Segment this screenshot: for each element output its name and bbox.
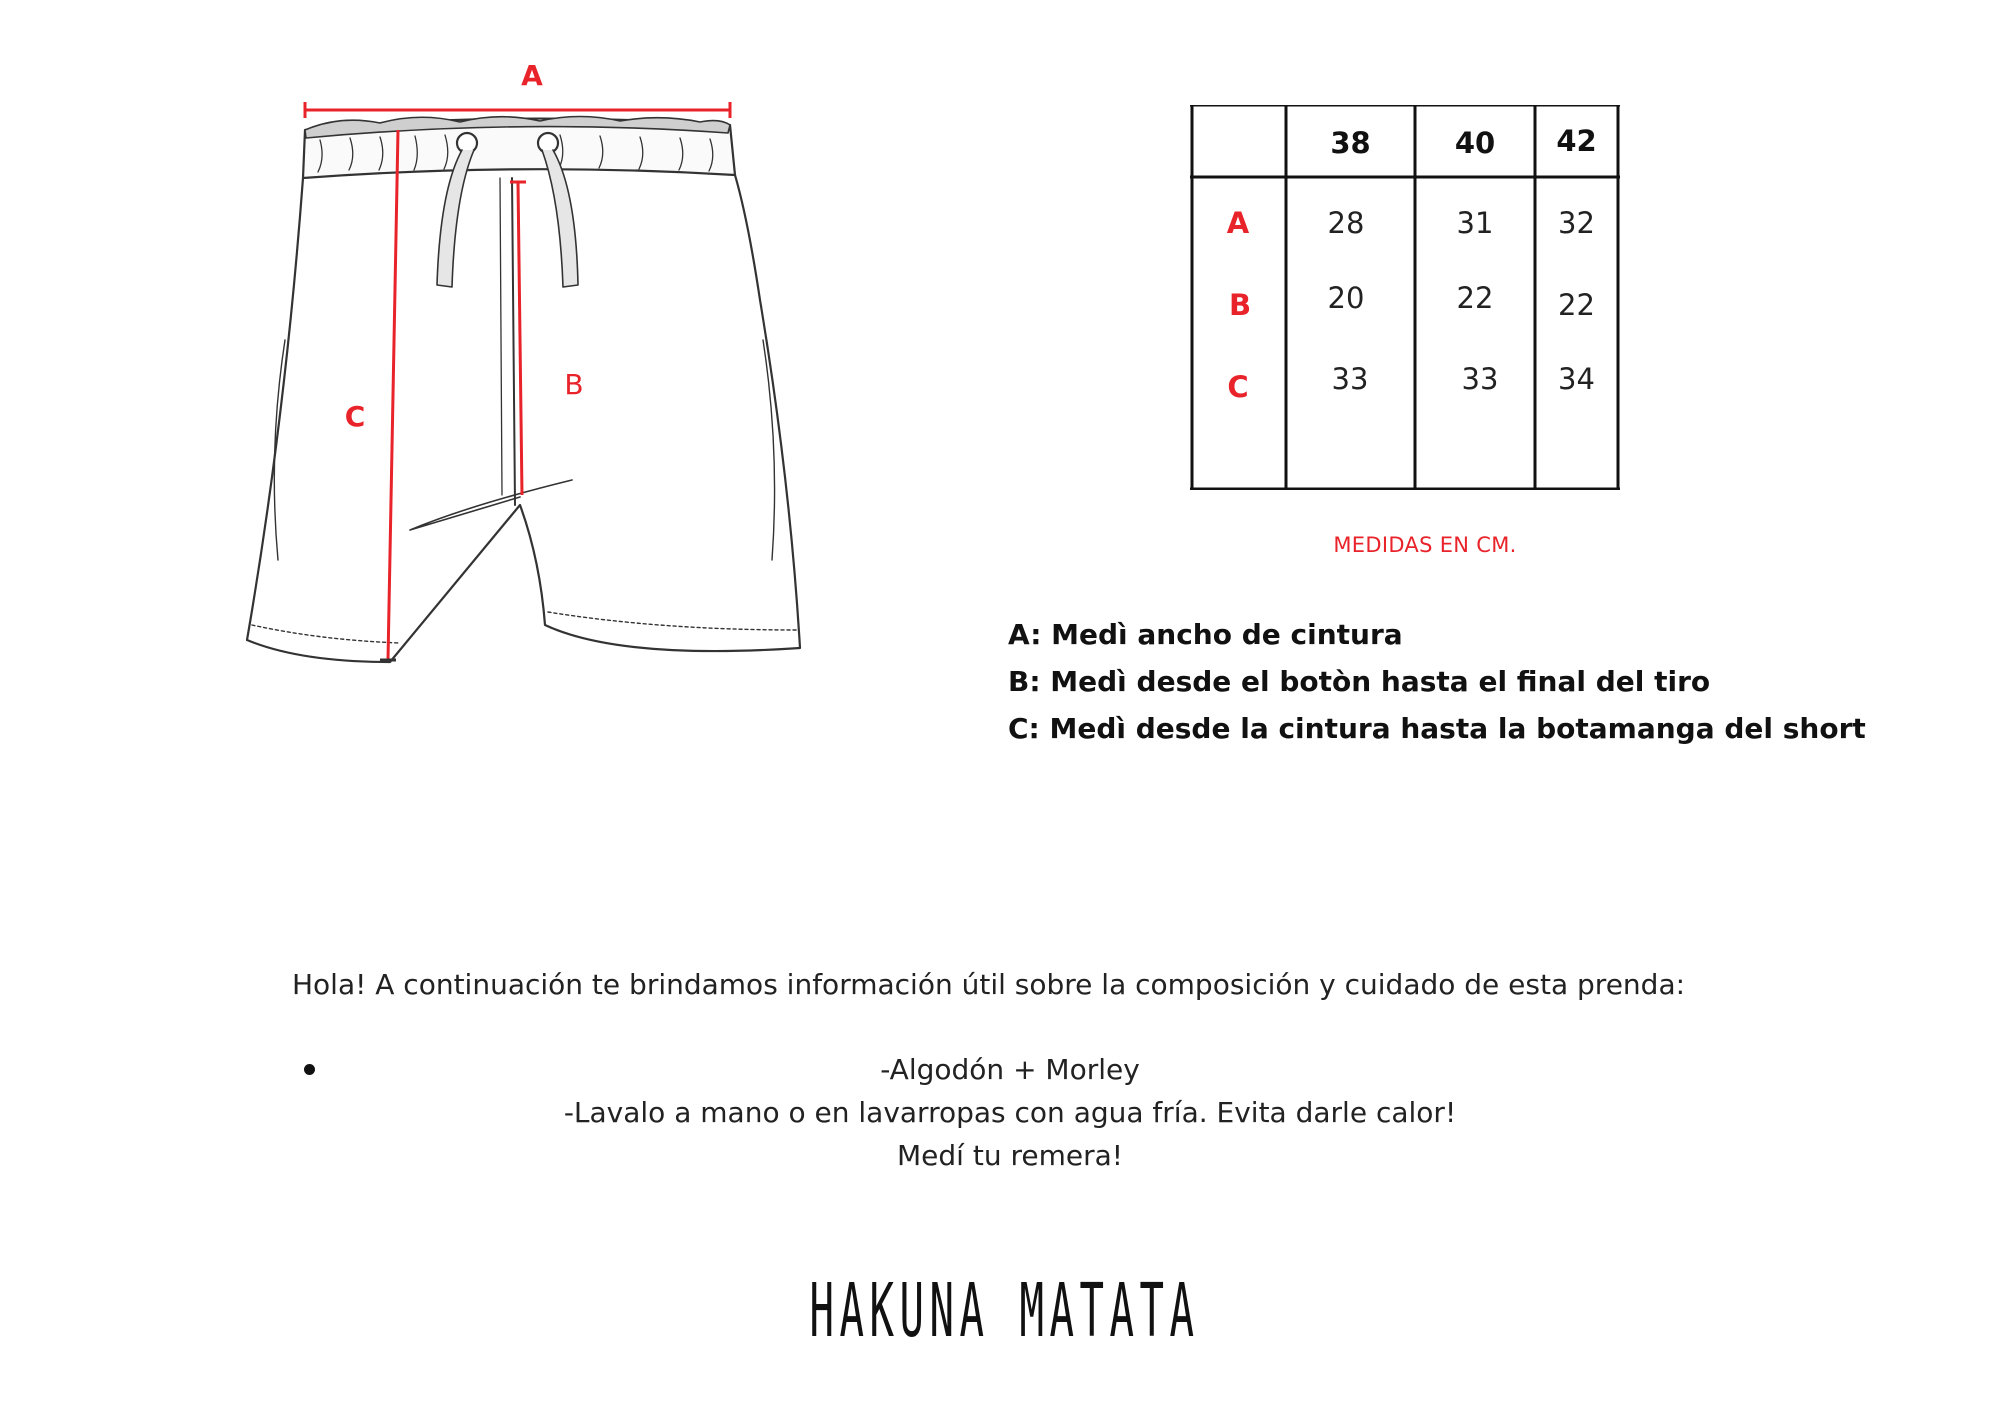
- label-c: C: [344, 400, 366, 433]
- size-header-42: 42: [1556, 124, 1597, 158]
- bullet-dot: [304, 1064, 315, 1075]
- care-line-washing: -Lavalo a mano o en lavarropas con agua fría. Evita darle calor!: [563, 1096, 1457, 1129]
- table-cell: 33: [1461, 362, 1499, 396]
- size-table: [1190, 105, 1620, 490]
- shorts-outline: [247, 117, 800, 663]
- label-b: B: [564, 368, 584, 401]
- table-cell: 22: [1558, 288, 1595, 322]
- legend-line-a: A: Medì ancho de cintura: [1008, 618, 1403, 651]
- table-cell: 22: [1456, 281, 1494, 315]
- size-header-38: 38: [1330, 126, 1371, 160]
- table-cell: 32: [1558, 206, 1595, 240]
- size-header-40: 40: [1454, 126, 1496, 160]
- measure-c-line: [380, 130, 398, 660]
- table-cell: 28: [1327, 206, 1365, 240]
- brand-logo: HAKUNA MATATA: [809, 1268, 1200, 1354]
- label-a: A: [521, 59, 543, 92]
- table-cell: 20: [1327, 281, 1365, 315]
- row-label-a: A: [1226, 206, 1250, 240]
- care-line-measure: Medí tu remera!: [897, 1139, 1123, 1172]
- care-line-composition: -Algodón + Morley: [880, 1053, 1140, 1086]
- legend-line-c: C: Medì desde la cintura hasta la botamanga del short: [1008, 712, 1866, 745]
- care-intro: Hola! A continuación te brindamos información útil sobre la composición y cuidado de esta prenda:: [292, 968, 1686, 1001]
- table-cell: 31: [1456, 206, 1494, 240]
- table-cell: 33: [1331, 362, 1369, 396]
- row-label-b: B: [1228, 288, 1252, 322]
- row-label-c: C: [1227, 370, 1249, 404]
- legend-line-b: B: Medì desde el botòn hasta el final del tiro: [1008, 665, 1711, 698]
- table-cell: 34: [1558, 362, 1595, 396]
- units-note: MEDIDAS EN CM.: [1333, 533, 1517, 557]
- measure-a-line: [305, 102, 730, 118]
